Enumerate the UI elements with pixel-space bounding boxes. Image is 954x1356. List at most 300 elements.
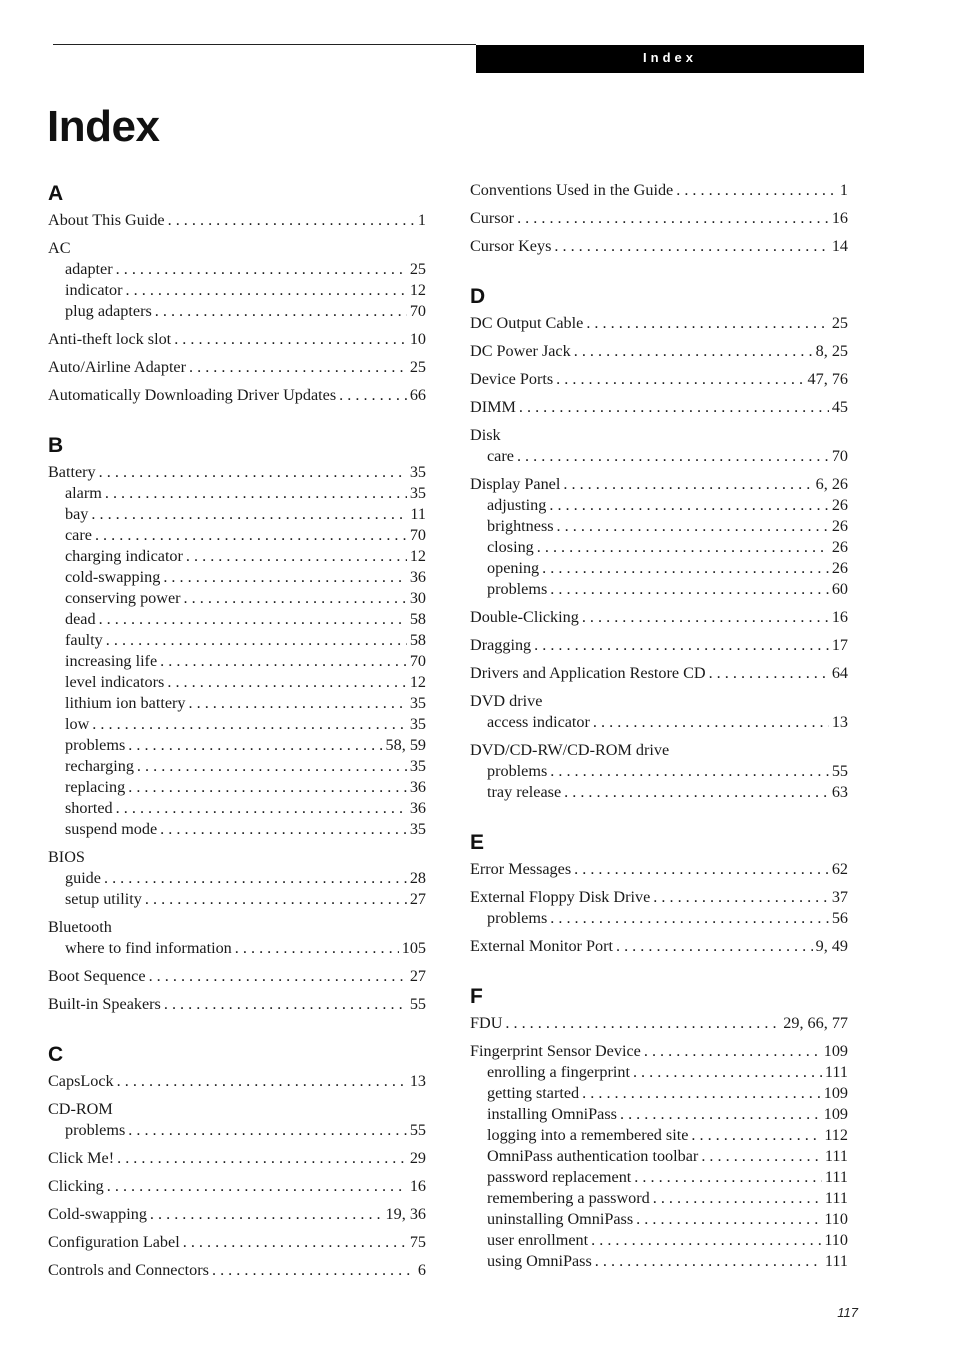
dot-leader (137, 756, 407, 777)
index-subentry (470, 446, 848, 467)
index-subentry (470, 1146, 848, 1167)
index-subentry (48, 693, 426, 714)
index-entry-line (470, 607, 848, 628)
dot-leader (95, 525, 407, 546)
dot-leader (634, 1167, 822, 1188)
index-entry (48, 1099, 426, 1141)
index-term: Configuration Label (48, 1233, 180, 1251)
dot-leader (550, 761, 829, 782)
index-page-ref[interactable]: 1 (417, 211, 426, 229)
index-entry-line (48, 238, 426, 259)
index-page-ref[interactable]: 109 (823, 1042, 848, 1060)
dot-leader (107, 1176, 407, 1197)
index-page-ref[interactable]: 66 (409, 386, 426, 404)
index-term: opening (487, 559, 540, 577)
dot-leader (586, 313, 829, 334)
index-page-ref[interactable]: 13 (831, 713, 848, 731)
dot-leader (160, 819, 407, 840)
index-page-ref[interactable]: 35 (409, 694, 426, 712)
dot-leader (168, 210, 415, 231)
index-page-ref[interactable]: 47, 76 (807, 370, 848, 388)
index-page-ref[interactable]: 9, 49 (815, 937, 848, 955)
section-letter: B (48, 434, 64, 457)
dot-leader (517, 446, 829, 467)
index-entry (470, 887, 848, 929)
dot-leader (574, 341, 813, 362)
header-rule (53, 44, 476, 45)
index-entry-line (48, 1204, 426, 1225)
index-entry (470, 607, 848, 628)
dot-leader (644, 1041, 821, 1062)
index-page-ref[interactable]: 12 (409, 281, 426, 299)
index-term: FDU (470, 1014, 503, 1032)
index-page-ref[interactable]: 110 (824, 1231, 848, 1249)
index-term: BIOS (48, 848, 85, 866)
section-letter: F (470, 985, 483, 1008)
index-page-ref[interactable]: 16 (831, 608, 848, 626)
index-subentry (48, 777, 426, 798)
index-term: suspend mode (65, 820, 158, 838)
index-term: Dragging (470, 636, 532, 654)
index-page-ref[interactable]: 111 (824, 1063, 848, 1081)
index-term: shorted (65, 799, 113, 817)
index-subentry (48, 280, 426, 301)
index-term: plug adapters (65, 302, 152, 320)
index-term: alarm (65, 484, 102, 502)
index-entry (470, 663, 848, 684)
index-subentry (48, 672, 426, 693)
index-entry-line (470, 397, 848, 418)
index-page-ref[interactable]: 112 (824, 1126, 848, 1144)
dot-leader (653, 1188, 822, 1209)
index-page-ref[interactable]: 16 (409, 1177, 426, 1195)
index-entry (48, 357, 426, 378)
index-entry-line (48, 1232, 426, 1253)
index-term: using OmniPass (487, 1252, 592, 1270)
index-page-ref[interactable]: 25 (409, 358, 426, 376)
index-page-ref[interactable]: 29 (409, 1149, 426, 1167)
index-entry-line (48, 1148, 426, 1169)
dot-leader (556, 369, 804, 390)
index-entry (48, 1071, 426, 1092)
index-page-ref[interactable]: 70 (409, 302, 426, 320)
index-entry-line (48, 385, 426, 406)
index-page-ref[interactable]: 35 (409, 463, 426, 481)
index-section (48, 180, 426, 406)
index-term: DVD/CD-RW/CD-ROM drive (470, 741, 670, 759)
index-page-ref[interactable]: 55 (409, 995, 426, 1013)
dot-leader (116, 798, 407, 819)
index-term: tray release (487, 783, 562, 801)
dot-leader (550, 579, 829, 600)
index-term: conserving power (65, 589, 181, 607)
index-term: where to find information (65, 939, 232, 957)
dot-leader (189, 357, 407, 378)
dot-leader (701, 1146, 822, 1167)
index-term: user enrollment (487, 1231, 589, 1249)
index-entry-line (470, 663, 848, 684)
dot-leader (128, 777, 407, 798)
index-entry (48, 966, 426, 987)
index-page-ref[interactable]: 35 (409, 484, 426, 502)
index-term: About This Guide (48, 211, 165, 229)
index-term: problems (65, 736, 126, 754)
dot-leader (92, 714, 407, 735)
dot-leader (212, 1260, 415, 1281)
index-page-ref[interactable]: 55 (831, 762, 848, 780)
index-term: Auto/Airline Adapter (48, 358, 187, 376)
index-entry-line (470, 691, 848, 712)
dot-leader (653, 887, 829, 908)
index-term: enrolling a fingerprint (487, 1063, 630, 1081)
dot-leader (339, 385, 407, 406)
index-entry-line (48, 917, 426, 938)
index-term: problems (487, 762, 548, 780)
index-entry (470, 635, 848, 656)
index-page-ref[interactable]: 29, 66, 77 (783, 1014, 848, 1032)
dot-leader (582, 1083, 821, 1104)
index-entry (470, 341, 848, 362)
dot-leader (184, 588, 407, 609)
dot-leader (235, 938, 399, 959)
dot-leader (554, 236, 828, 257)
index-term: faulty (65, 631, 103, 649)
index-term: care (65, 526, 92, 544)
index-entry (470, 936, 848, 957)
index-entry (48, 917, 426, 959)
index-page-ref[interactable]: 26 (831, 517, 848, 535)
index-page-ref[interactable]: 27 (409, 967, 426, 985)
index-page-ref[interactable]: 12 (409, 547, 426, 565)
index-entry-line (48, 462, 426, 483)
index-page-ref[interactable]: 12 (409, 673, 426, 691)
dot-leader (505, 1013, 780, 1034)
index-page-ref[interactable]: 25 (831, 314, 848, 332)
index-page-ref[interactable]: 70 (409, 652, 426, 670)
index-term: CD-ROM (48, 1100, 113, 1118)
index-term: Automatically Downloading Driver Updates (48, 386, 337, 404)
index-page-ref[interactable]: 25 (409, 260, 426, 278)
index-subentry (48, 735, 426, 756)
index-term: logging into a remembered site (487, 1126, 689, 1144)
index-subentry (48, 756, 426, 777)
dot-leader (105, 483, 407, 504)
dot-leader (145, 889, 407, 910)
index-page-ref[interactable]: 36 (409, 568, 426, 586)
index-term: Conventions Used in the Guide (470, 181, 674, 199)
page-number: 117 (837, 1305, 858, 1320)
index-term: uninstalling OmniPass (487, 1210, 634, 1228)
index-subentry (48, 301, 426, 322)
dot-leader (534, 635, 829, 656)
index-subentry (470, 1167, 848, 1188)
index-page-ref[interactable]: 10 (409, 330, 426, 348)
index-subentry (470, 1251, 848, 1272)
index-page-ref[interactable]: 26 (831, 496, 848, 514)
index-page-ref[interactable]: 58 (409, 610, 426, 628)
dot-leader (117, 1148, 407, 1169)
dot-leader (563, 474, 812, 495)
index-page-ref[interactable]: 35 (409, 757, 426, 775)
index-section (48, 413, 426, 1015)
index-page-ref[interactable]: 13 (409, 1072, 426, 1090)
index-column-right (470, 180, 848, 1279)
index-page-ref[interactable]: 6 (417, 1261, 426, 1279)
section-letter: E (470, 831, 485, 854)
index-page-ref[interactable]: 19, 36 (385, 1205, 426, 1223)
dot-leader (167, 672, 406, 693)
index-entry (48, 847, 426, 910)
index-entry (470, 180, 848, 201)
index-entry-line (48, 1176, 426, 1197)
dot-leader (557, 516, 829, 537)
dot-leader (633, 1062, 822, 1083)
page-title: Index (47, 102, 160, 151)
index-entry-line (470, 936, 848, 957)
index-subentry (470, 1125, 848, 1146)
index-subentry (48, 630, 426, 651)
dot-leader (128, 735, 382, 756)
index-page-ref[interactable]: 111 (824, 1189, 848, 1207)
index-term: Bluetooth (48, 918, 112, 936)
index-page-ref[interactable]: 17 (831, 636, 848, 654)
index-section (470, 264, 848, 803)
dot-leader (519, 397, 829, 418)
index-term: adjusting (487, 496, 547, 514)
index-section (470, 964, 848, 1272)
index-term: Error Messages (470, 860, 572, 878)
index-subentry (48, 1120, 426, 1141)
index-entry-line (470, 635, 848, 656)
index-term: Cursor (470, 209, 515, 227)
index-term: access indicator (487, 713, 590, 731)
index-subentry (470, 908, 848, 929)
index-subentry (470, 495, 848, 516)
index-term: Fingerprint Sensor Device (470, 1042, 641, 1060)
index-term: AC (48, 239, 71, 257)
index-entry (48, 1148, 426, 1169)
dot-leader (174, 329, 407, 350)
index-term: password replacement (487, 1168, 632, 1186)
index-entry (470, 236, 848, 257)
index-entry-line (470, 236, 848, 257)
dot-leader (99, 462, 407, 483)
index-entry-line (48, 1260, 426, 1281)
index-page-ref[interactable]: 27 (409, 890, 426, 908)
index-term: Anti-theft lock slot (48, 330, 172, 348)
dot-leader (150, 1204, 383, 1225)
index-entry-line (48, 994, 426, 1015)
index-entry (48, 1176, 426, 1197)
index-page-ref[interactable]: 26 (831, 559, 848, 577)
index-page-ref[interactable]: 8, 25 (815, 342, 848, 360)
index-page-ref[interactable]: 35 (409, 715, 426, 733)
index-subentry (470, 1188, 848, 1209)
index-page-ref[interactable]: 26 (831, 538, 848, 556)
index-page-ref[interactable]: 64 (831, 664, 848, 682)
index-page-ref[interactable]: 16 (831, 209, 848, 227)
index-term: replacing (65, 778, 126, 796)
dot-leader (163, 567, 407, 588)
dot-leader (537, 537, 829, 558)
index-entry-line (470, 1041, 848, 1062)
index-page-ref[interactable]: 111 (824, 1252, 848, 1270)
dot-leader (186, 546, 407, 567)
index-entry-line (470, 341, 848, 362)
index-entry-line (48, 329, 426, 350)
index-page-ref[interactable]: 109 (823, 1105, 848, 1123)
index-entry (48, 462, 426, 840)
index-term: increasing life (65, 652, 158, 670)
index-term: dead (65, 610, 96, 628)
index-subentry (48, 567, 426, 588)
index-page-ref[interactable]: 110 (824, 1210, 848, 1228)
index-page-ref[interactable]: 6, 26 (815, 475, 848, 493)
dot-leader (189, 693, 407, 714)
dot-leader (591, 1230, 821, 1251)
index-page-ref[interactable]: 75 (409, 1233, 426, 1251)
index-term: DVD drive (470, 692, 543, 710)
index-term: bay (65, 505, 89, 523)
index-term: adapter (65, 260, 113, 278)
index-section (470, 810, 848, 957)
dot-leader (564, 782, 829, 803)
dot-leader (91, 504, 407, 525)
index-subentry (470, 1209, 848, 1230)
dot-leader (116, 259, 407, 280)
index-subentry (48, 819, 426, 840)
index-page-ref[interactable]: 63 (831, 783, 848, 801)
dot-leader (106, 630, 407, 651)
index-entry (470, 740, 848, 803)
index-subentry (48, 259, 426, 280)
index-term: Cursor Keys (470, 237, 552, 255)
index-subentry (48, 483, 426, 504)
index-subentry (48, 525, 426, 546)
dot-leader (636, 1209, 821, 1230)
index-entry (470, 691, 848, 733)
index-page-ref[interactable]: 45 (831, 398, 848, 416)
index-page-ref[interactable]: 1 (839, 181, 848, 199)
index-subentry (48, 868, 426, 889)
index-page-ref[interactable]: 111 (824, 1168, 848, 1186)
index-entry (48, 238, 426, 322)
index-page-ref[interactable]: 36 (409, 799, 426, 817)
index-entry (470, 1013, 848, 1034)
index-entry-line (470, 859, 848, 880)
index-term: installing OmniPass (487, 1105, 617, 1123)
index-page-ref[interactable]: 58 (409, 631, 426, 649)
index-page-ref[interactable]: 56 (831, 909, 848, 927)
section-letter: C (48, 1043, 64, 1066)
index-section (48, 1022, 426, 1281)
index-entry-line (48, 357, 426, 378)
index-page-ref[interactable]: 30 (409, 589, 426, 607)
index-page-ref[interactable]: 55 (409, 1121, 426, 1139)
index-subentry (48, 609, 426, 630)
index-entry (470, 397, 848, 418)
index-page-ref[interactable]: 28 (409, 869, 426, 887)
index-page-ref[interactable]: 58, 59 (385, 736, 426, 754)
dot-leader (595, 1251, 822, 1272)
index-term: DC Output Cable (470, 314, 584, 332)
index-entry (48, 1232, 426, 1253)
index-subentry (470, 558, 848, 579)
index-entry-line (48, 1099, 426, 1120)
index-term: care (487, 447, 514, 465)
index-subentry (470, 537, 848, 558)
index-term: Boot Sequence (48, 967, 146, 985)
index-entry (48, 1204, 426, 1225)
index-subentry (48, 714, 426, 735)
index-page-ref[interactable]: 109 (823, 1084, 848, 1102)
index-term: CapsLock (48, 1072, 114, 1090)
index-page-ref[interactable]: 60 (831, 580, 848, 598)
index-term: guide (65, 869, 101, 887)
dot-leader (126, 280, 407, 301)
index-page-ref[interactable]: 36 (409, 778, 426, 796)
dot-leader (149, 966, 407, 987)
index-subentry (48, 546, 426, 567)
index-subentry (470, 782, 848, 803)
index-subentry (48, 889, 426, 910)
index-term: Display Panel (470, 475, 561, 493)
index-entry (470, 425, 848, 467)
dot-leader (155, 301, 407, 322)
index-page-ref[interactable]: 105 (401, 939, 426, 957)
dot-leader (183, 1232, 407, 1253)
index-entry (48, 994, 426, 1015)
index-subentry (470, 1083, 848, 1104)
index-term: OmniPass authentication toolbar (487, 1147, 699, 1165)
index-page-ref[interactable]: 37 (831, 888, 848, 906)
index-subentry (470, 1062, 848, 1083)
index-subentry (48, 588, 426, 609)
dot-leader (574, 859, 829, 880)
index-entry-line (470, 740, 848, 761)
index-entry-line (470, 474, 848, 495)
index-entry-line (48, 1071, 426, 1092)
dot-leader (164, 994, 407, 1015)
index-entry-line (48, 847, 426, 868)
index-entry (470, 313, 848, 334)
index-term: Click Me! (48, 1149, 115, 1167)
index-term: getting started (487, 1084, 580, 1102)
index-page-ref[interactable]: 70 (409, 526, 426, 544)
index-page-ref[interactable]: 14 (831, 237, 848, 255)
dot-leader (620, 1104, 821, 1125)
index-page-ref[interactable]: 70 (831, 447, 848, 465)
index-entry-line (470, 1013, 848, 1034)
index-term: External Monitor Port (470, 937, 613, 955)
index-entry-line (48, 210, 426, 231)
index-entry-line (470, 887, 848, 908)
dot-leader (517, 208, 829, 229)
index-page-ref[interactable]: 11 (410, 505, 426, 523)
index-page-ref[interactable]: 35 (409, 820, 426, 838)
index-term: problems (487, 909, 548, 927)
dot-leader (593, 712, 829, 733)
index-page-ref[interactable]: 111 (824, 1147, 848, 1165)
index-term: External Floppy Disk Drive (470, 888, 651, 906)
header-tab: Index (476, 45, 864, 73)
index-term: cold-swapping (65, 568, 161, 586)
index-term: recharging (65, 757, 134, 775)
index-term: lithium ion battery (65, 694, 186, 712)
index-subentry (470, 761, 848, 782)
index-entry (48, 1260, 426, 1281)
index-page-ref[interactable]: 62 (831, 860, 848, 878)
